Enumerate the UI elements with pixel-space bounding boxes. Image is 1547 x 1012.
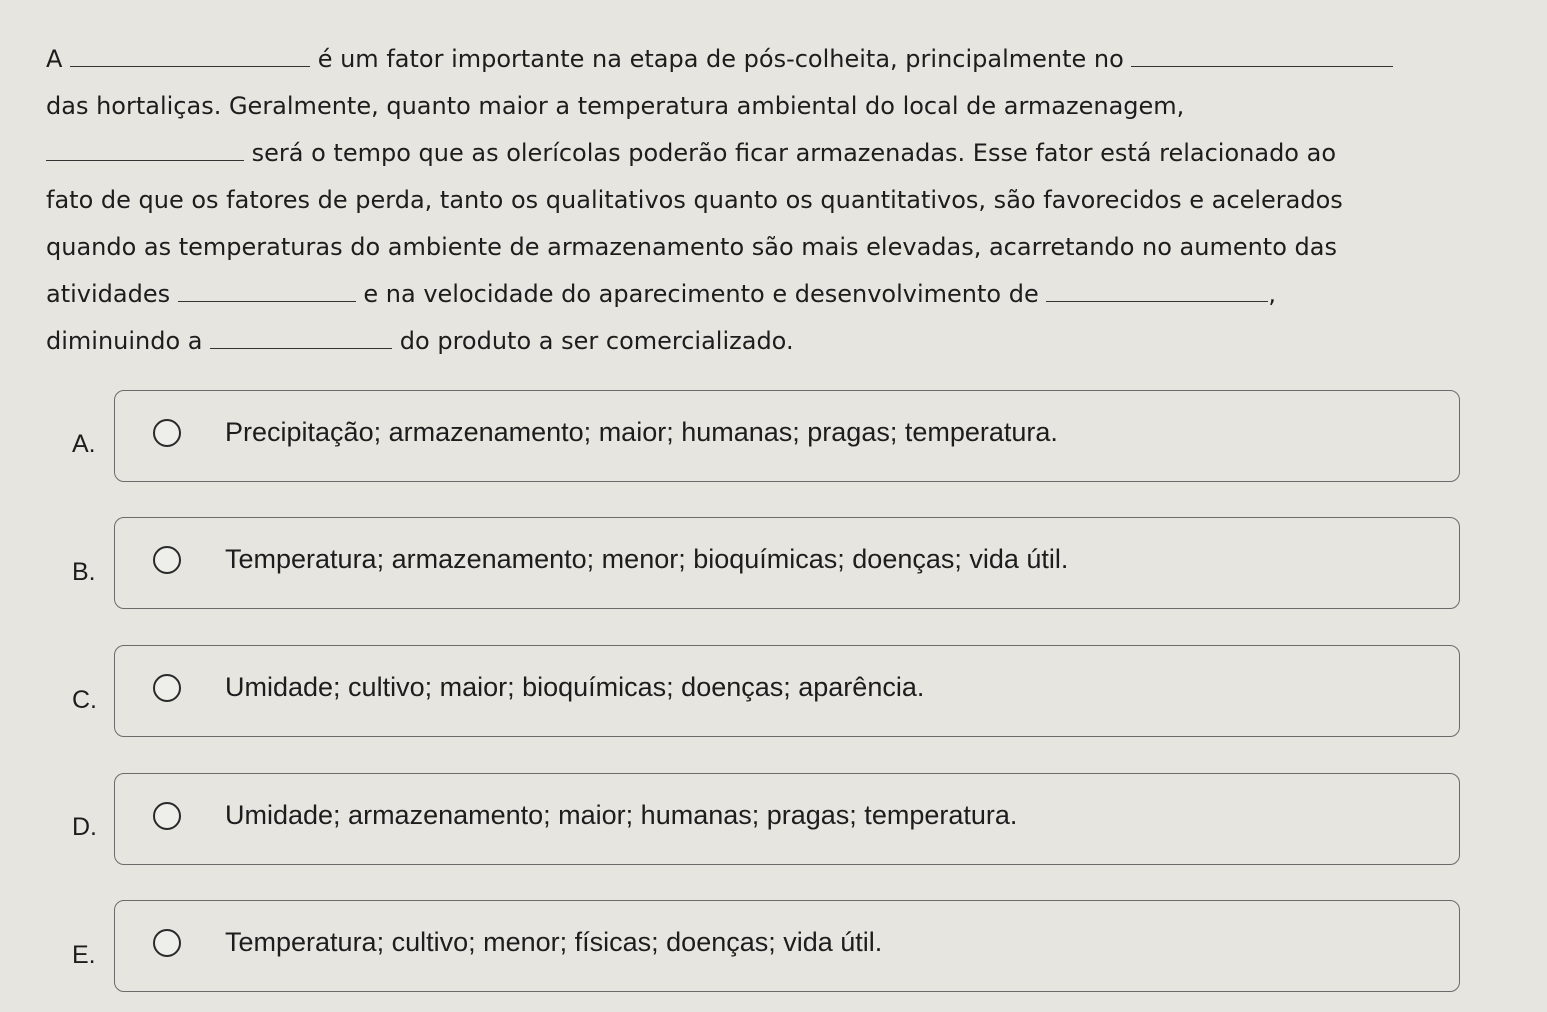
question-text-part: é um fator importante na etapa de pós-colheita, principalmente no: [317, 45, 1124, 73]
option-letter-c: C.: [72, 686, 97, 714]
option-e[interactable]: [114, 900, 1460, 992]
option-letter-b: B.: [72, 558, 96, 586]
blank-6: [210, 322, 392, 349]
option-text: Precipitação; armazenamento; maior; humanas; pragas; temperatura.: [225, 417, 1058, 447]
radio-icon[interactable]: [153, 929, 181, 957]
question-text-part: atividades: [46, 280, 171, 308]
option-letter-a: A.: [72, 430, 96, 458]
blank-4: [178, 275, 356, 302]
question-text-part: das hortaliças. Geralmente, quanto maior a temperatura ambiental do local de armazenagem,: [46, 92, 1185, 120]
option-letter-d: D.: [72, 813, 97, 841]
option-text: Temperatura; armazenamento; menor; bioquímicas; doenças; vida útil.: [225, 544, 1069, 574]
blank-5: [1046, 275, 1268, 302]
question-line-1: [46, 36, 1526, 83]
blank-1: [70, 40, 310, 67]
radio-icon[interactable]: [153, 546, 181, 574]
radio-icon[interactable]: [153, 674, 181, 702]
blank-3: [46, 134, 244, 161]
question-text-part: do produto a ser comercializado.: [399, 327, 794, 355]
question-line-4: [46, 177, 1526, 224]
question-text-part: fato de que os fatores de perda, tanto os qualitativos quanto os quantitativos, são favorecidos e acelerados: [46, 186, 1343, 214]
question-line-7: [46, 318, 1526, 365]
question-text-part: ,: [1268, 280, 1276, 308]
question-line-5: [46, 224, 1526, 271]
question-line-3: [46, 130, 1526, 177]
question-text-part: será o tempo que as olerícolas poderão ficar armazenadas. Esse fator está relacionado ao: [251, 139, 1336, 167]
radio-icon[interactable]: [153, 802, 181, 830]
question-text: [46, 36, 1526, 365]
option-d[interactable]: [114, 773, 1460, 865]
blank-2: [1131, 40, 1393, 67]
option-c[interactable]: [114, 645, 1460, 737]
question-text-part: A: [46, 45, 63, 73]
option-letter-e: E.: [72, 941, 96, 969]
option-text: Umidade; armazenamento; maior; humanas; pragas; temperatura.: [225, 800, 1018, 830]
option-a[interactable]: [114, 390, 1460, 482]
question-text-part: diminuindo a: [46, 327, 203, 355]
radio-icon[interactable]: [153, 419, 181, 447]
question-line-6: [46, 271, 1526, 318]
question-text-part: quando as temperaturas do ambiente de armazenamento são mais elevadas, acarretando no aumento das: [46, 233, 1337, 261]
option-text: Temperatura; cultivo; menor; físicas; doenças; vida útil.: [225, 927, 883, 957]
option-text: Umidade; cultivo; maior; bioquímicas; doenças; aparência.: [225, 672, 925, 702]
option-b[interactable]: [114, 517, 1460, 609]
question-text-part: e na velocidade do aparecimento e desenvolvimento de: [363, 280, 1039, 308]
question-line-2: [46, 83, 1526, 130]
